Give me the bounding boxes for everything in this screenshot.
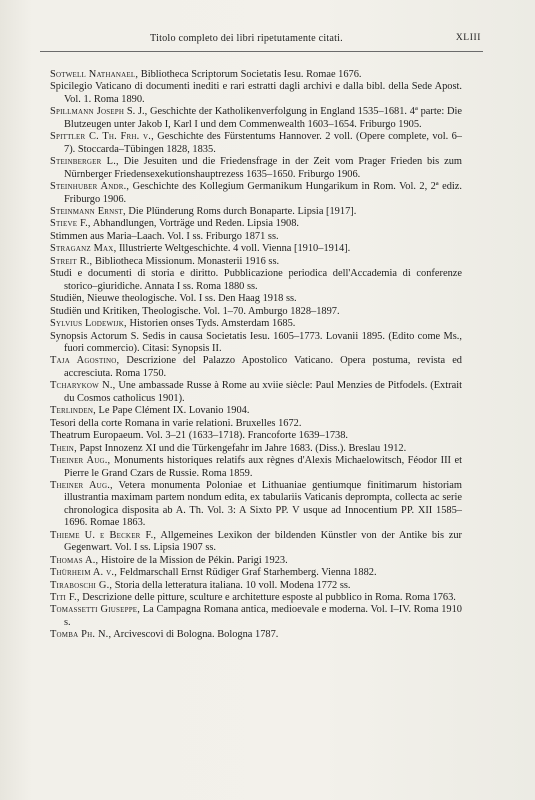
- entry-author: Thein,: [50, 442, 77, 454]
- bibliography-entry: [50, 455, 462, 480]
- entry-author: Spillmann Joseph: [50, 106, 125, 118]
- bibliography-entry: [50, 331, 462, 356]
- entry-author: Straganz Max,: [50, 243, 117, 255]
- entry-text: Die Plünderung Roms durch Bonaparte. Lipsia [1917].: [125, 205, 357, 217]
- bibliography-entry: [50, 69, 462, 81]
- bibliography-entry: [50, 268, 462, 293]
- bibliography-entry: [50, 306, 462, 318]
- page-number: XLIII: [455, 33, 481, 43]
- running-header: [0, 33, 535, 49]
- entry-author: Tcharykow N.,: [50, 380, 116, 392]
- entry-author: Thieme U. e Becker F.,: [50, 529, 157, 541]
- entry-author: Theiner Aug.,: [50, 455, 111, 467]
- entry-text: La Campagna Romana antica, medioevale e moderna. Vol. I–IV. Roma 1910 s.: [64, 604, 462, 628]
- entry-text: Synopsis Actorum S. Sedis in causa Societatis Iesu. 1605–1773. Lovanii 1895. (Edito come Ms., fuori commercio). Citasi: Synopsis II.: [50, 330, 462, 354]
- entry-text: Le Pape Clément IX. Lovanio 1904.: [95, 405, 250, 417]
- entry-text: Storia della letteratura italiana. 10 voll. Modena 1772 ss.: [112, 579, 351, 591]
- entry-text: Arcivescovi di Bologna. Bologna 1787.: [111, 629, 279, 641]
- bibliography-entry: [50, 231, 462, 243]
- bibliography-entry: [50, 430, 462, 442]
- entry-author: Titi F.,: [50, 592, 80, 604]
- entry-text: Bibliotheca Scriptorum Societatis Iesu. Romae 1676.: [138, 69, 362, 80]
- entry-author: Steinhuber Andr.,: [50, 181, 130, 193]
- bibliography-entry: [50, 181, 462, 206]
- bibliography-entry: [50, 218, 462, 230]
- entry-author: Spittler C. Th. Frh. v.,: [50, 131, 154, 143]
- entry-author: Terlinden,: [50, 405, 96, 417]
- entry-text: Descrizione delle pitture, sculture e architetture esposte al pubblico in Roma. Roma 1763.: [79, 592, 456, 604]
- entry-author: Thomas A.,: [50, 554, 99, 566]
- bibliography-list: [50, 69, 462, 642]
- entry-author: Theiner Aug.,: [50, 479, 113, 491]
- entry-text: Theatrum Europaeum. Vol. 3–21 (1633–1718). Francoforte 1639–1738.: [50, 430, 349, 442]
- entry-author: Stieve F.,: [50, 218, 91, 230]
- entry-author: Sylvius Lodewijk,: [50, 318, 127, 330]
- bibliography-entry: [50, 243, 462, 255]
- entry-text: Feldmarschall Ernst Rüdiger Graf Starhemberg. Vienna 1882.: [117, 567, 377, 579]
- entry-text: Histoire de la Mission de Pékin. Parigi 1923.: [98, 554, 288, 566]
- bibliography-entry: [50, 293, 462, 305]
- entry-text: Papst Innozenz XI und die Türkengefahr im Jahre 1683. (Diss.). Breslau 1912.: [76, 442, 407, 454]
- bibliography-entry: [50, 580, 462, 592]
- entry-text: Studiën und Kritiken, Theologische. Vol. 1–70. Amburgo 1828–1897.: [50, 305, 340, 317]
- entry-text: Spicilegio Vaticano di documenti inediti e rari estratti dagli archivi e dalla bibl. della Sede Apost. Vol. 1. Roma 1890.: [50, 81, 462, 105]
- bibliography-entry: [50, 106, 462, 131]
- entry-text: Studi e documenti di storia e diritto. Pubblicazione periodica dell'Accademia di conferenze storico–giuridiche. Annata I ss. Roma 1880 ss.: [50, 268, 462, 292]
- entry-text: Illustrierte Weltgeschichte. 4 voll. Vienna [1910–1914].: [116, 243, 351, 255]
- entry-author: Tomassetti Giuseppe,: [50, 604, 141, 616]
- header-rule: [40, 51, 483, 52]
- entry-text: Descrizione del Palazzo Apostolico Vaticano. Opera postuma, revista ed accresciuta. Roma 1750.: [64, 355, 462, 379]
- bibliography-entry: [50, 206, 462, 218]
- bibliography-entry: [50, 380, 462, 405]
- entry-text: Stimmen aus Maria–Laach. Vol. I ss. Friburgo 1871 ss.: [50, 230, 279, 242]
- entry-text: Die Jesuiten und die Friedensfrage in der Zeit vom Prager Frieden bis zum Nürnberger Friedensexekutionshauptrezess 1635–1650. Friburgo 1906.: [64, 156, 462, 180]
- entry-text: Geschichte des Fürstentums Hannover. 2 voll. (Opere complete, vol. 6–7). Stoccarda–Tübingen 1828, 1835.: [64, 131, 462, 155]
- entry-author: Steinberger L.,: [50, 156, 119, 168]
- entry-author: Taja Agostino,: [50, 355, 120, 367]
- entry-text: Tesori della corte Romana in varie relationi. Bruxelles 1672.: [50, 417, 302, 429]
- bibliography-entry: [50, 355, 462, 380]
- bibliography-entry: [50, 555, 462, 567]
- bibliography-entry: [50, 443, 462, 455]
- entry-text: Monuments historiques relatifs aux règnes d'Alexis Michaelowitsch, Féodor III et Pierre le Grand Czars de Russie. Roma 1859.: [64, 455, 462, 479]
- entry-author: Streit R.,: [50, 255, 93, 267]
- bibliography-entry: [50, 418, 462, 430]
- bibliography-entry: [50, 530, 462, 555]
- entry-text: Vetera monumenta Poloniae et Lithuaniae gentiumque finitimarum historiam illustrantia maximam partem nondum edita, ex tabulariis Vaticanis deprompta, collecta ac serie chronologica disposita ab A. Th. Vol. 3: A Sixto PP. V usque ad Innocentium PP. XII 1585–1696. Romae 1863.: [64, 479, 462, 529]
- bibliography-entry: [50, 480, 462, 530]
- entry-author: Thürheim A. v.,: [50, 567, 117, 579]
- entry-author: Tomba Ph. N.,: [50, 629, 112, 641]
- bibliography-entry: [50, 81, 462, 106]
- bibliography-entry: [50, 131, 462, 156]
- entry-text: S. J., Geschichte der Katholikenverfolgung in England 1535–1681. 4ª parte: Die Blutzeugen unter Jakob I, Karl I und dem Commenwealth 1603–1654. Friburgo 1905.: [64, 106, 462, 130]
- entry-text: Geschichte des Kollegium Germanikum Hungarikum in Rom. Vol. 2, 2ª ediz. Friburgo 1906.: [64, 181, 463, 205]
- running-title: Titolo completo dei libri ripetutamente citati.: [150, 33, 343, 44]
- bibliography-entry: [50, 629, 462, 641]
- entry-author: Tiraboschi G.,: [50, 579, 113, 591]
- entry-author: Steinmann Ernst,: [50, 205, 126, 217]
- entry-text: Allgemeines Lexikon der bildenden Künstler von der Antike bis zur Gegenwart. Vol. I ss. Lipsia 1907 ss.: [64, 529, 462, 554]
- bibliography-entry: [50, 604, 462, 629]
- entry-text: Bibliotheca Missionum. Monasterii 1916 ss.: [92, 255, 280, 267]
- bibliography-entry: [50, 567, 462, 579]
- bibliography-entry: [50, 256, 462, 268]
- entry-text: Historien onses Tyds. Amsterdam 1685.: [126, 318, 296, 330]
- bibliography-entry: [50, 592, 462, 604]
- entry-text: Studiën, Nieuwe theologische. Vol. I ss. Den Haag 1918 ss.: [50, 293, 297, 305]
- bibliography-entry: [50, 405, 462, 417]
- entry-text: Une ambassade Russe à Rome au xviie siècle: Paul Menzies de Pitfodels. (Extrait du Cosmos catholicus 1901).: [64, 380, 462, 404]
- bibliography-entry: [50, 318, 462, 330]
- entry-text: Abhandlungen, Vorträge und Reden. Lipsia 1908.: [90, 218, 299, 230]
- entry-author: Sotwell Nathanael,: [50, 69, 139, 80]
- bibliography-entry: [50, 156, 462, 181]
